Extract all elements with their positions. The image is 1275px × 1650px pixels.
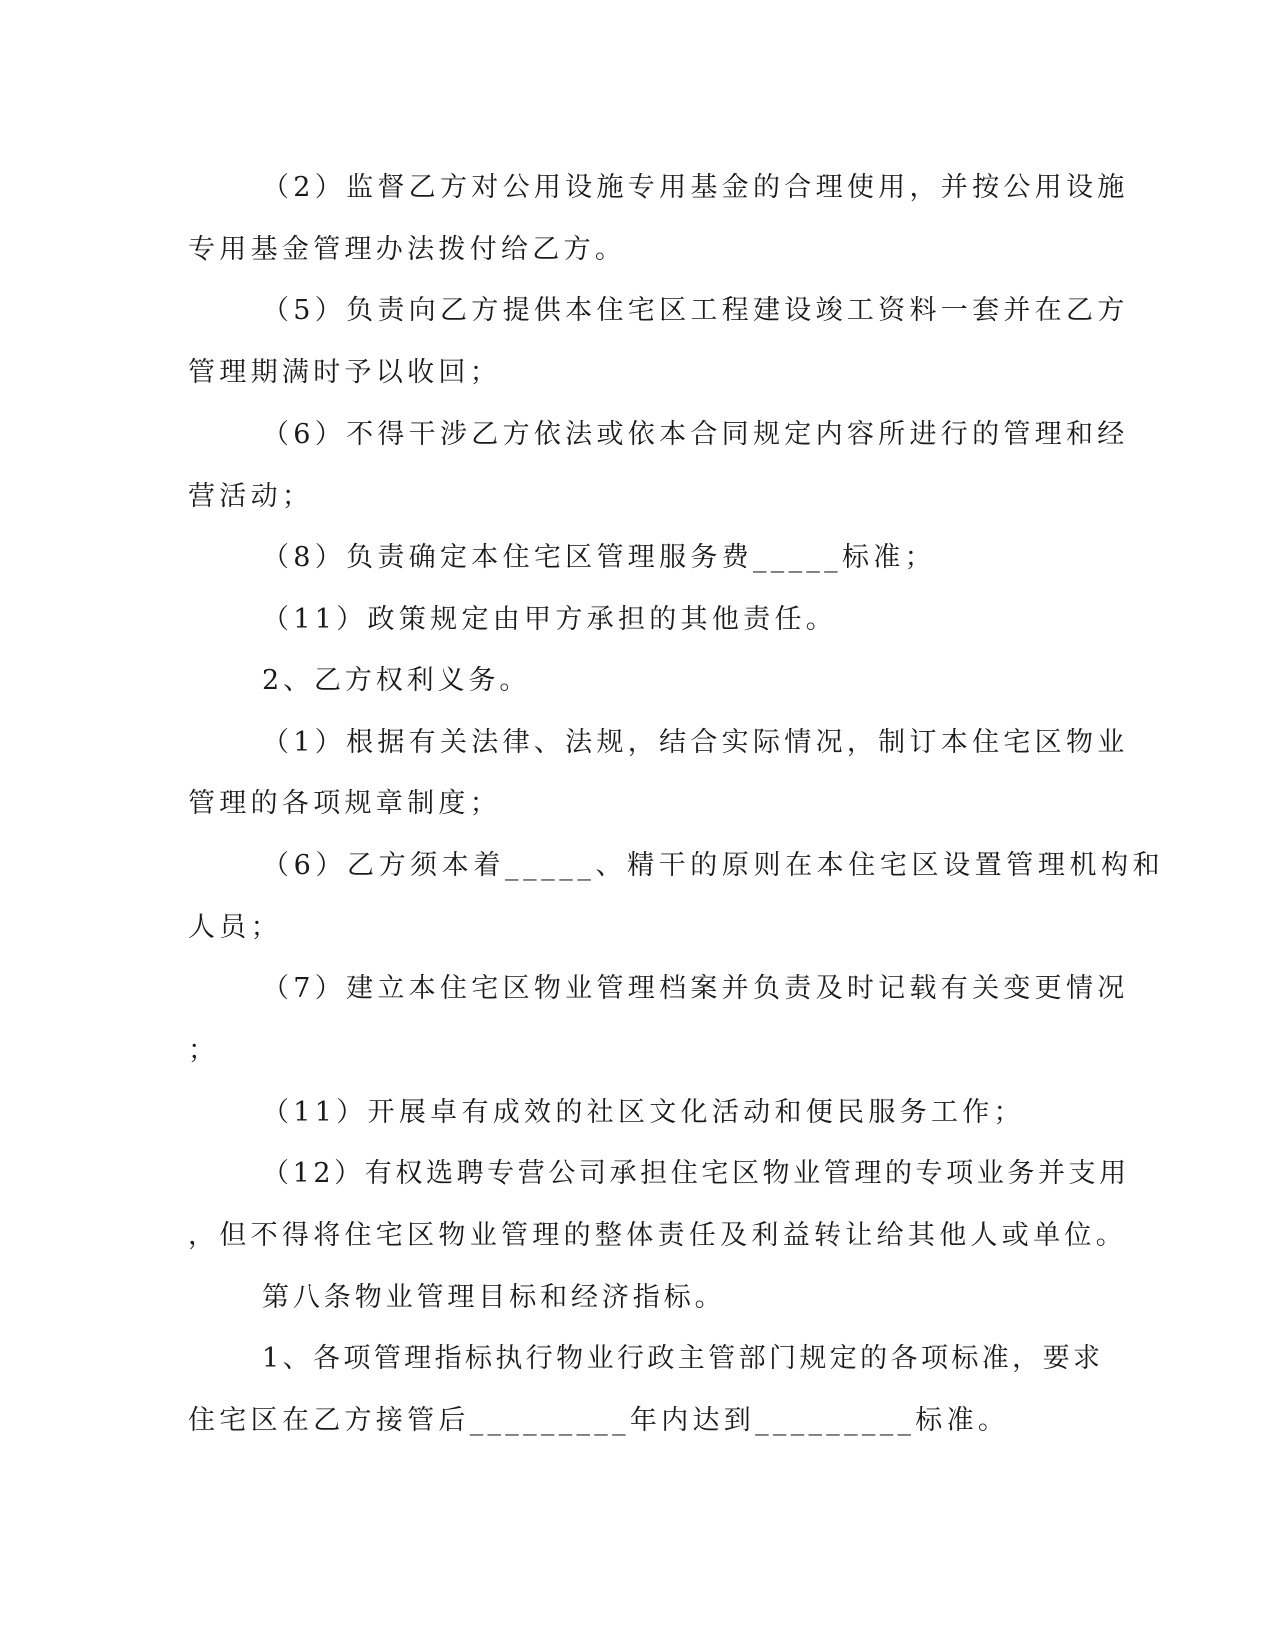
paragraph-line: （7）建立本住宅区物业管理档案并负责及时记载有关变更情况 (262, 973, 1129, 1004)
paragraph-line: 管理期满时予以收回； (188, 357, 501, 388)
paragraph-line: （2）监督乙方对公用设施专用基金的合理使用，并按公用设施 (262, 172, 1129, 203)
paragraph-line: 1、各项管理指标执行物业行政主管部门规定的各项标准，要求 (262, 1343, 1104, 1374)
paragraph-line: 专用基金管理办法拨付给乙方。 (188, 234, 627, 265)
paragraph-line: 管理的各项规章制度； (188, 788, 501, 819)
paragraph-line: （6）不得干涉乙方依法或依本合同规定内容所进行的管理和经 (262, 419, 1129, 450)
paragraph-line: （11）政策规定由甲方承担的其他责任。 (262, 604, 838, 635)
paragraph-line: ； (188, 1035, 220, 1066)
paragraph-line: 住宅区在乙方接管后_________年内达到_________标准。 (188, 1405, 1010, 1436)
paragraph-line: 人员； (188, 912, 282, 943)
paragraph-line: （5）负责向乙方提供本住宅区工程建设竣工资料一套并在乙方 (262, 295, 1129, 326)
paragraph-line: （11）开展卓有成效的社区文化活动和便民服务工作； (262, 1097, 1025, 1128)
paragraph-line: （12）有权选聘专营公司承担住宅区物业管理的专项业务并支用 (262, 1158, 1130, 1189)
paragraph-line: （1）根据有关法律、法规，结合实际情况，制订本住宅区物业 (262, 727, 1129, 758)
paragraph-line: ，但不得将住宅区物业管理的整体责任及利益转让给其他人或单位。 (188, 1220, 1127, 1251)
section-heading: 2、乙方权利义务。 (262, 665, 531, 696)
article-heading: 第八条物业管理目标和经济指标。 (262, 1282, 726, 1313)
paragraph-line: （6）乙方须本着_____、精干的原则在本住宅区设置管理机构和 (262, 850, 1165, 881)
paragraph-line: （8）负责确定本住宅区管理服务费_____标准； (262, 542, 936, 573)
paragraph-line: 营活动； (188, 481, 314, 512)
